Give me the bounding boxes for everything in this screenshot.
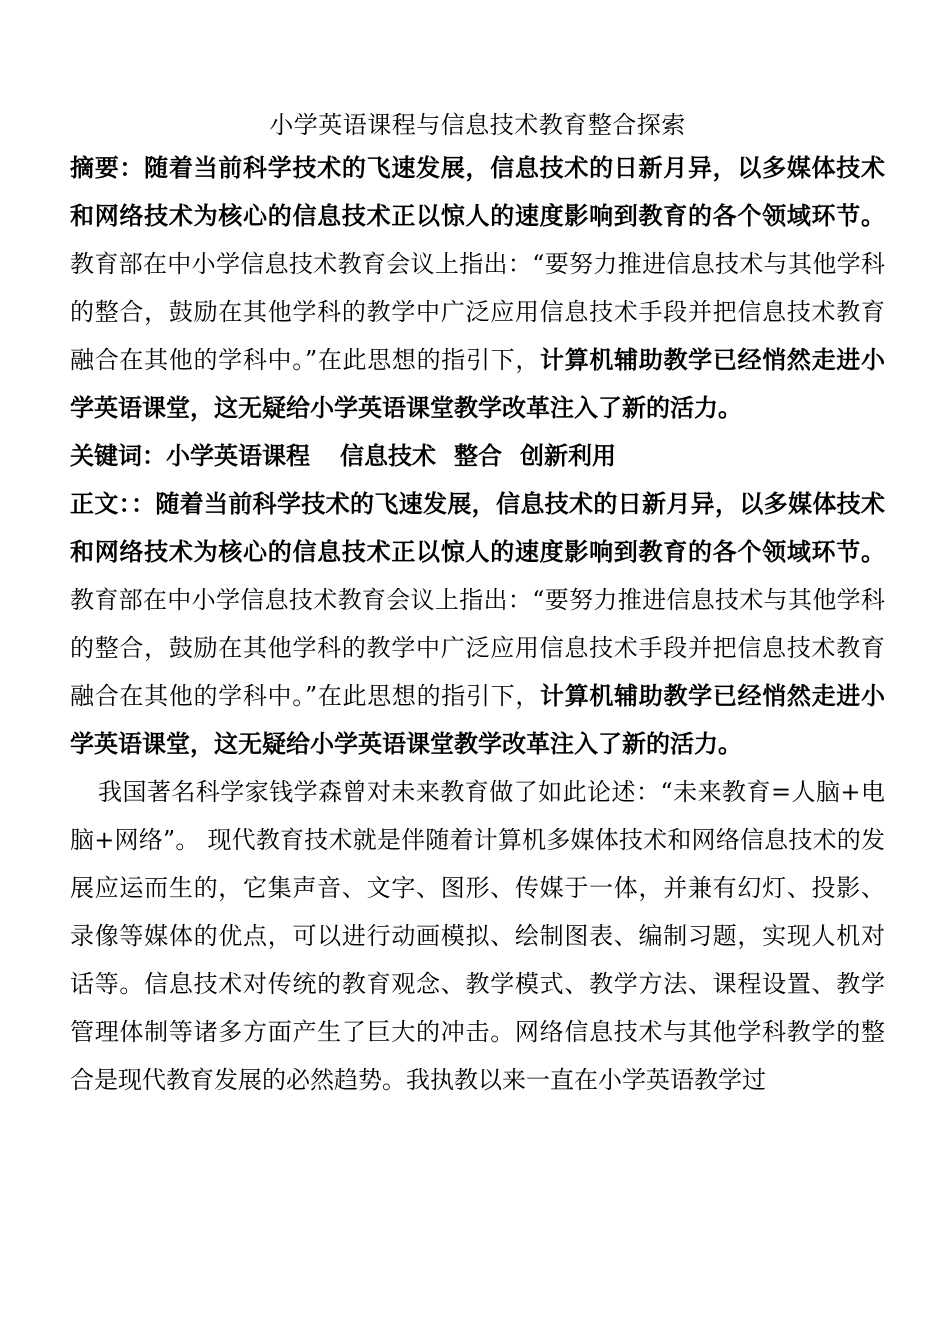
document-page bbox=[70, 106, 885, 1104]
abstract-label: 摘要： bbox=[70, 153, 145, 182]
document-title: 小学英语课程与信息技术教育整合探索 bbox=[269, 111, 686, 139]
body-label: 正文：： bbox=[70, 489, 156, 518]
body-normal-text: 教育部在中小学信息技术教育会议上指出：“要努力推进信息技术与其他学科的整合，鼓励在其他学科的教学中广泛应用信息技术手段并把信息技术教育融合在其他的学科中。”在此思想的指引下， bbox=[70, 586, 885, 710]
keywords-label: 关键词： bbox=[70, 441, 166, 470]
keyword-item: 小学英语课程 bbox=[166, 441, 310, 470]
abstract-paragraph bbox=[70, 144, 885, 432]
body-paragraph-2: 我国著名科学家钱学森曾对未来教育做了如此论述：“未来教育=人脑+电脑+网络”。 现代教育技术就是伴随着计算机多媒体技术和网络信息技术的发展应运而生的，它集声音、文字、图形、传媒于一体，并兼有幻灯、投影、录像等媒体的优点，可以进行动画模拟、绘制图表、编制习题，实现人机对话等。信息技术对传统的教育观念、教学模式、教学方法、课程设置、教学管理体制等诸多方面产生了巨大的冲击。网络信息技术与其他学科教学的整合是现代教育发展的必然趋势。我执教以来一直在小学英语教学过 bbox=[70, 778, 885, 1094]
abstract-normal-text: 教育部在中小学信息技术教育会议上指出：“要努力推进信息技术与其他学科的整合，鼓励在其他学科的教学中广泛应用信息技术手段并把信息技术教育融合在其他的学科中。”在此思想的指引下， bbox=[70, 250, 885, 374]
body-bold-tail: 计算机辅助教学已经悄然走进小学英语课堂，这无疑给小学英语课堂教学改革注入了新的活力。 bbox=[70, 681, 885, 758]
body-bold-lead: 随着当前科学技术的飞速发展，信息技术的日新月异，以多媒体技术和网络技术为核心的信息技术正以惊人的速度影响到教育的各个领域环节。 bbox=[70, 489, 886, 566]
abstract-bold-tail: 计算机辅助教学已经悄然走进小学英语课堂，这无疑给小学英语课堂教学改革注入了新的活力。 bbox=[70, 345, 885, 422]
abstract-bold-lead: 随着当前科学技术的飞速发展，信息技术的日新月异，以多媒体技术和网络技术为核心的信息技术正以惊人的速度影响到教育的各个领域环节。 bbox=[70, 153, 885, 230]
keyword-item: 创新利用 bbox=[520, 441, 616, 470]
keywords-line bbox=[70, 432, 885, 480]
keyword-item: 整合 bbox=[454, 441, 502, 470]
body-intro-paragraph bbox=[70, 480, 885, 768]
keyword-item: 信息技术 bbox=[340, 441, 436, 470]
